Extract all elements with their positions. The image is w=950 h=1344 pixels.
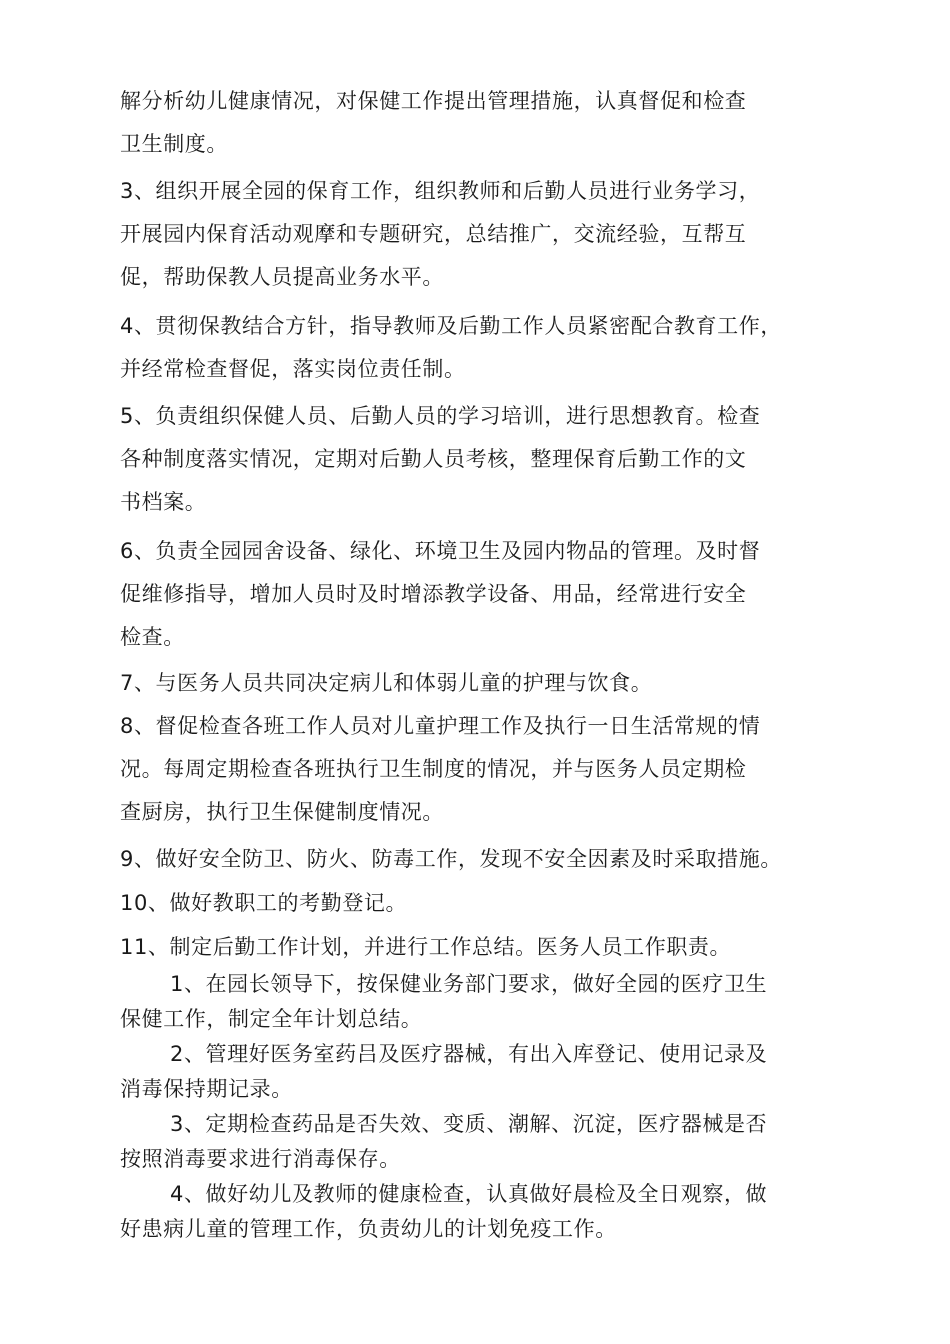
text-line: 2、管理好医务室药吕及医疗器械，有出入库登记、使用记录及 [170,1042,768,1066]
text-line: 按照消毒要求进行消毒保存。 [120,1147,401,1171]
list-item-9 [120,838,840,881]
text-line: 3、定期检查药品是否失效、变质、潮解、沉淀，医疗器械是否 [170,1112,768,1136]
text-line: 10、做好教职工的考勤登记。 [120,891,408,915]
text-line: 1、在园长领导下，按保健业务部门要求，做好全园的医疗卫生 [170,972,768,996]
sub-item-3 [120,1107,840,1177]
text-line: 4、贯彻保教结合方针，指导教师及后勤工作人员紧密配合教育工作， [120,314,782,338]
list-item-8 [120,705,840,834]
text-line: 各种制度落实情况，定期对后勤人员考核，整理保育后勤工作的文 [120,447,747,471]
list-item-3 [120,170,840,299]
text-line: 4、做好幼儿及教师的健康检查，认真做好晨检及全日观察，做 [170,1182,768,1206]
list-item-4 [120,305,840,391]
paragraph-continuation [120,80,840,166]
text-line: 好患病儿童的管理工作，负责幼儿的计划免疫工作。 [120,1217,617,1241]
text-line: 5、负责组织保健人员、后勤人员的学习培训，进行思想教育。检查 [120,404,761,428]
text-line: 8、督促检查各班工作人员对儿童护理工作及执行一日生活常规的情 [120,714,761,738]
list-item-7 [120,662,840,705]
text-line: 开展园内保育活动观摩和专题研究，总结推广，交流经验，互帮互 [120,222,747,246]
text-line: 检查。 [120,625,185,649]
text-line: 书档案。 [120,490,207,514]
text-line: 3、组织开展全园的保育工作，组织教师和后勤人员进行业务学习， [120,179,761,203]
text-line: 并经常检查督促，落实岗位责任制。 [120,357,466,381]
text-line: 卫生制度。 [120,132,228,156]
text-line: 促维修指导，增加人员时及时增添教学设备、用品，经常进行安全 [120,582,747,606]
sub-item-1 [120,967,840,1037]
text-line: 9、做好安全防卫、防火、防毒工作，发现不安全因素及时采取措施。 [120,847,782,871]
text-line: 保健工作，制定全年计划总结。 [120,1007,423,1031]
text-line: 消毒保持期记录。 [120,1077,293,1101]
text-line: 促，帮助保教人员提高业务水平。 [120,265,444,289]
text-line: 7、与医务人员共同决定病儿和体弱儿童的护理与饮食。 [120,671,653,695]
text-line: 况。每周定期检查各班执行卫生制度的情况，并与医务人员定期检 [120,757,747,781]
sub-item-2 [120,1037,840,1107]
text-line: 查厨房，执行卫生保健制度情况。 [120,800,444,824]
list-item-6 [120,530,840,659]
text-line: 11、制定后勤工作计划，并进行工作总结。医务人员工作职责。 [120,935,732,959]
list-item-11 [120,926,840,969]
list-item-5 [120,395,840,524]
sub-item-4 [120,1177,840,1247]
list-item-10 [120,882,840,925]
text-line: 解分析幼儿健康情况，对保健工作提出管理措施，认真督促和检查 [120,89,747,113]
text-line: 6、负责全园园舍设备、绿化、环境卫生及园内物品的管理。及时督 [120,539,761,563]
